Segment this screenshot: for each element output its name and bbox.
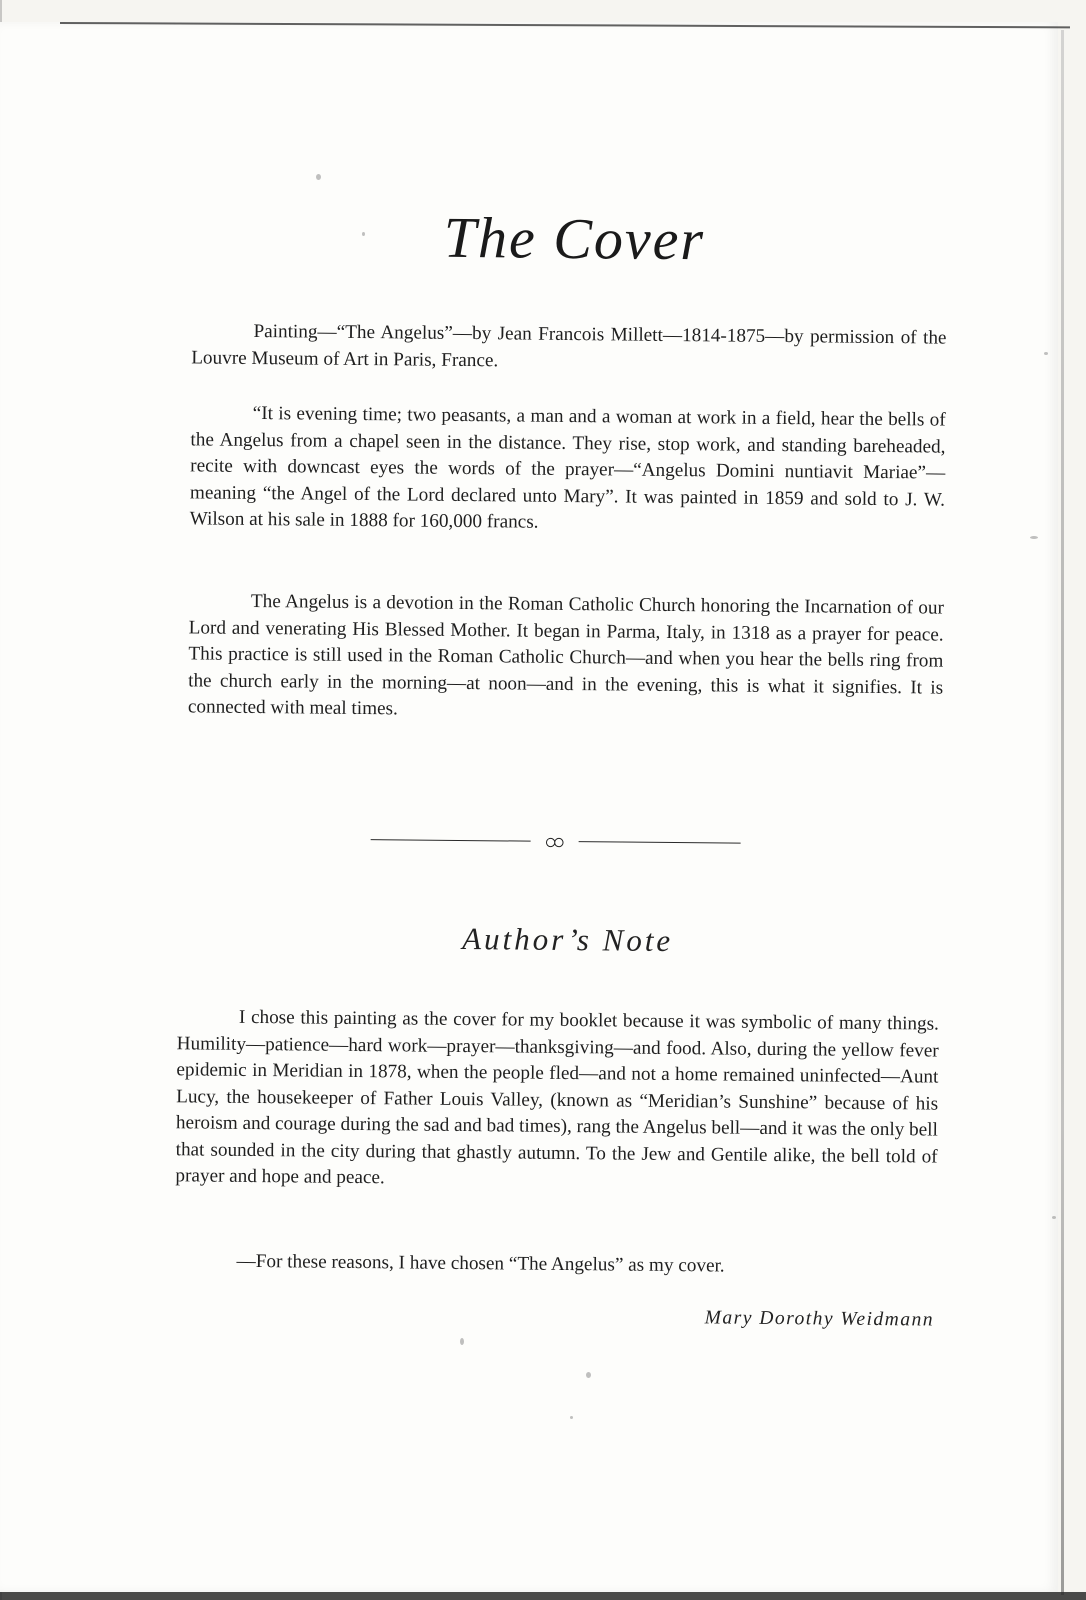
dust-speck — [1052, 1216, 1056, 1219]
divider-line-right — [579, 841, 741, 844]
dust-speck — [1030, 536, 1038, 539]
dust-speck — [586, 1372, 591, 1378]
divider-line-left — [371, 839, 531, 842]
page-bottom-edge — [0, 1592, 1086, 1600]
cover-paragraph-painting-credit: Painting—“The Angelus”—by Jean Francois Millett—1814-1875—by permission of the Louvre Museum of Art in Paris, France. — [191, 320, 947, 371]
authors-note-title: Author’s Note — [462, 920, 674, 959]
cover-paragraph-painting-description: “It is evening time; two peasants, a man and a woman at work in a field, hear the bells of the Angelus from a chapel seen in the distance. They rise, stop work, and standing bareheaded, recite with downcast eyes the words of the prayer—“Angelus Domini nuntiavit Mariae”—meaning “the Angel of the Lord declared unto Mary”. It was painted in 1859 and sold to J. W. Wilson at his sale in 1888 for 160,000 francs. — [189, 402, 946, 533]
flourish-ornament-icon: ထ — [544, 827, 565, 852]
dust-speck — [1044, 352, 1048, 355]
page-content — [175, 0, 959, 1331]
dust-speck — [316, 174, 321, 180]
cover-paragraph-angelus-devotion: The Angelus is a devotion in the Roman Catholic Church honoring the Incarnation of our Lord and venerating His Blessed Mother. It began in Parma, Italy, in 1318 as a prayer for peace. This practice is still used in the Roman Catholic Church—and when you hear the bells ring from the church early in the morning—at noon—and in the evening, this is what it signifies. It is connected with meal times. — [187, 590, 945, 720]
authors-note-paragraph: I chose this painting as the cover for my booklet because it was symbolic of many things. Humility—patience—hard work—prayer—thanksgiving—and food. Also, during the yellow fever epidemic in Meridian in 1878, when the people fled—and not a home remained uninfected—Aunt Lucy, the housekeeper of Father Louis Valley, (known as “Meridian’s Sunshine” because of his heroism and courage during the sad and bad times), rang the Angelus bell—and it was the only bell that sounded in the city during that ghastly autumn. To the Jew and Gentile alike, the bell told of prayer and hope and peace. — [175, 1006, 940, 1189]
authors-note-closing-line: —For these reasons, I have chosen “The Angelus” as my cover. — [236, 1250, 725, 1277]
dust-speck — [570, 1416, 573, 1419]
author-signature: Mary Dorothy Weidmann — [704, 1307, 935, 1331]
dust-speck — [460, 1338, 464, 1345]
cover-title: The Cover — [443, 204, 706, 273]
page-right-edge — [1061, 30, 1064, 1595]
